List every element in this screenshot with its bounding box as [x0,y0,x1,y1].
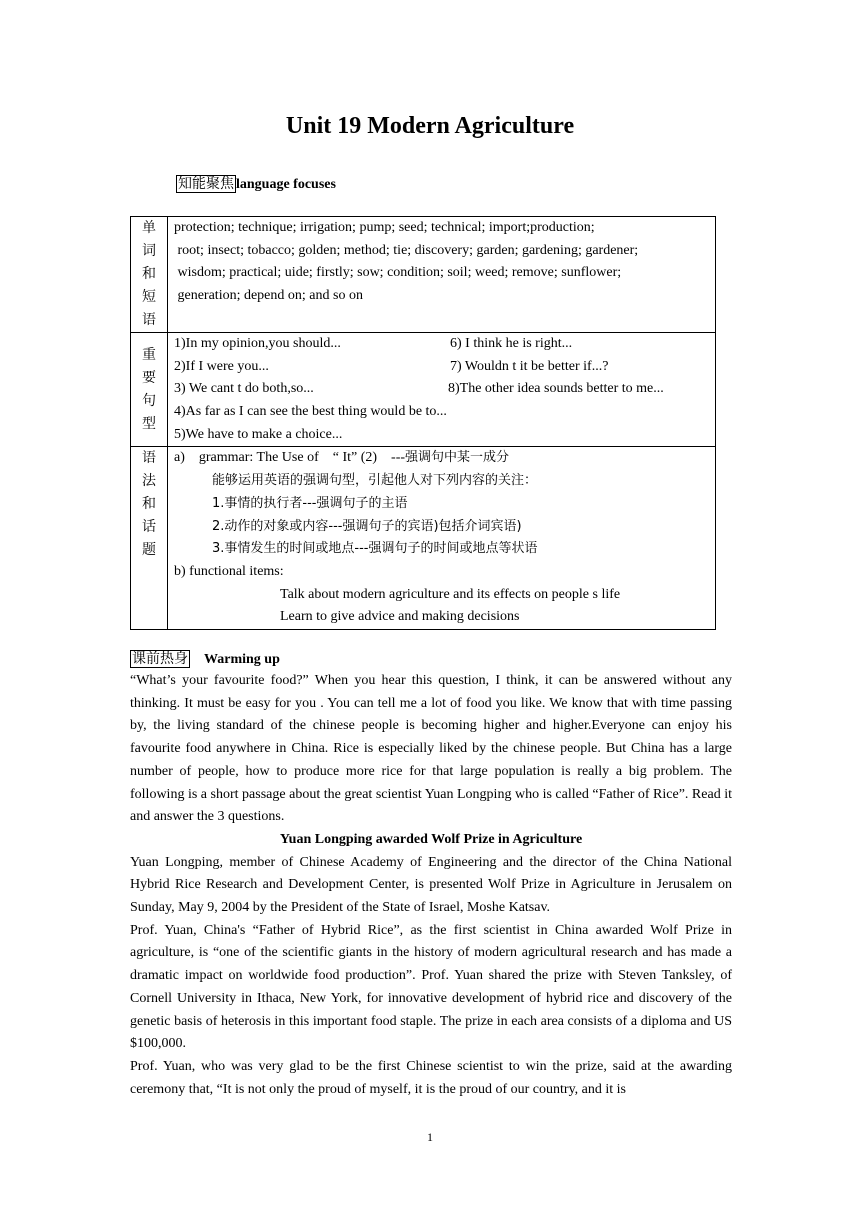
grammar-desc: 能够运用英语的强调句型，引起他人对下列内容的关注： [212,473,538,489]
functional-label: b) functional items: [174,563,284,579]
sentence-line: 3) We cant t do both,so... 8)The other idea sounds better to me... [174,381,664,397]
page-title: Unit 19 Modern Agriculture [285,113,575,139]
vocab-line: root; insect; tobacco; golden; method; tie; discovery; garden; gardening; gardener; [174,242,639,258]
passage-title: Yuan Longping awarded Wolf Prize in Agriculture [279,831,583,847]
warming-up-heading [130,649,280,670]
sentence-line: 2)If I were you... 7) Wouldn t it be better if...? [174,358,609,374]
functional-item: Learn to give advice and making decisions [280,609,520,625]
sentences-row [131,333,716,447]
sentences-content [168,333,716,447]
grammar-content [168,447,716,630]
warming-up-box-label: 课前热身 [132,651,188,667]
passage-paragraph: Yuan Longping, member of Chinese Academy of Engineering and the director of the China National Hybrid Rice Research and Development Center, is presented Wolf Prize in Agriculture in Jerusalem on Sunday, May 9, 2004 by the President of the State of Israel, Moshe Katsav. [130,854,732,916]
sentences-label: 重 要 句 型 [131,333,168,447]
page-number: 1 [427,1130,433,1144]
body-text [130,670,732,1101]
functional-item: Talk about modern agriculture and its effects on people s life [280,586,621,602]
sentence-line: 5)We have to make a choice... [174,426,343,442]
sentence-line: 1)In my opinion,you should... 6) I think he is right... [174,336,573,351]
passage-paragraph: Prof. Yuan, who was very glad to be the first Chinese scientist to win the prize, said at the awarding ceremony that, “It is not only the proud of myself, it is the proud of our country, and it is [130,1058,732,1097]
vocab-label: 单 词 和 短 语 [131,217,168,333]
vocab-content [168,217,716,333]
grammar-a-line: a) grammar: The Use of “ It” (2) ---强调句中某一成分 [174,450,510,466]
warming-up-heading-text: Warming up [204,652,280,667]
language-focus-heading [176,174,336,195]
grammar-label: 语 法 和 话 题 [131,447,168,630]
grammar-item: 3.事情发生的时间或地点---强调句子的时间或地点等状语 [212,541,538,557]
language-focus-table [130,216,716,630]
vocab-line: wisdom; practical; uide; firstly; sow; condition; soil; weed; remove; sunflower; [174,265,622,281]
language-focus-heading-text: language focuses [236,177,336,192]
grammar-item: 1.事情的执行者---强调句子的主语 [212,495,408,511]
language-focus-box-label: 知能聚焦 [178,176,234,192]
vocab-line: protection; technique; irrigation; pump; seed; technical; import;production; [174,220,595,235]
vocab-row [131,217,716,333]
sentence-line: 4)As far as I can see the best thing would be to... [174,404,447,420]
intro-paragraph: “What’s your favourite food?” When you hear this question, I think, it can be answered without any thinking. It must be easy for you . You can tell me a lot of food you like. We know that with time passing by, the living standard of the chinese people is becoming higher and higher.Everyone can enjoy his favourite food anywhere in China. Rice is especially liked by the chinese people. But China has a large number of people, how to produce more rice for that large population is really a big problem. The following is a short passage about the great scientist Yuan Longping who is called “Father of Rice”. Read it and answer the 3 questions. [130,673,732,825]
grammar-row [131,447,716,630]
passage-paragraph: Prof. Yuan, China's “Father of Hybrid Rice”, as the first scientist in China awarded Wolf Prize in agriculture, is “one of the scientific giants in the history of modern agricultural research and has made a dramatic impact on worldwide food production”. Prof. Yuan shared the prize with Steven Tanksley, of Cornell University in Ithaca, New York, for innovative development of hybrid rice and discovery of the genetic basis of heterosis in this important food staple. The prize in each area consists of a diploma and US $100,000. [130,922,732,1052]
grammar-item: 2.动作的对象或内容---强调句子的宾语)包括介词宾语) [212,518,522,534]
vocab-line: generation; depend on; and so on [174,288,363,304]
